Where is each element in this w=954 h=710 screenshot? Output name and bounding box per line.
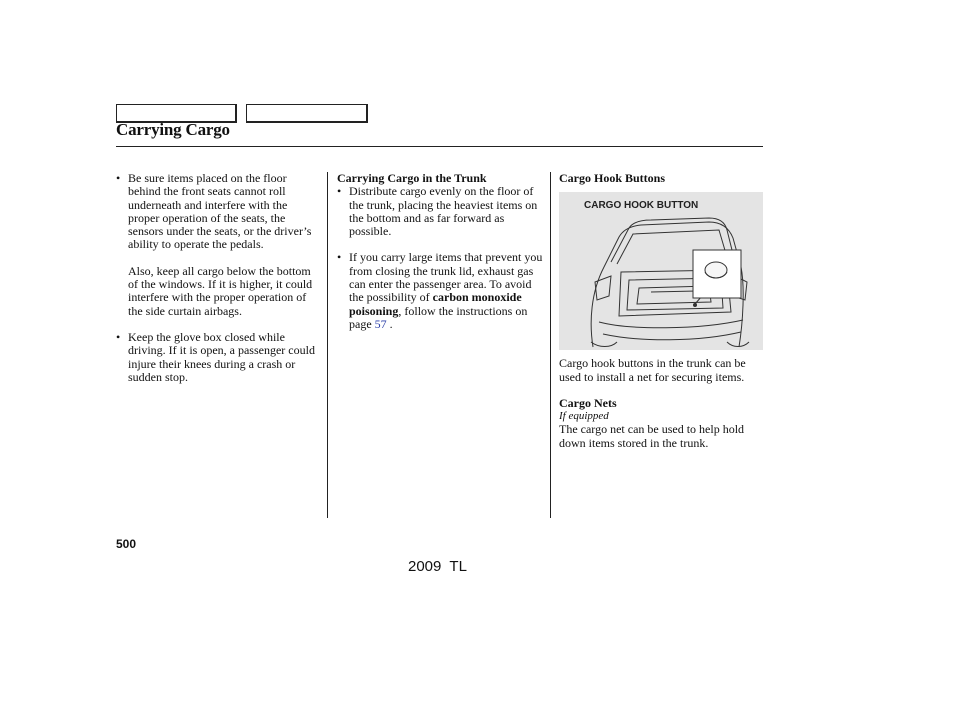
bullet-icon: • <box>337 250 342 265</box>
equipment-note: If equipped <box>559 410 609 423</box>
bullet-text: Keep the glove box closed while driving. If it is open, a passenger could injure their knees during a crash or sudden stop. <box>128 329 315 384</box>
section-heading: Cargo Hook Buttons <box>559 171 666 185</box>
bullet-text: If you carry large items that prevent you from closing the trunk lid, exhaust gas can enter the passenger area. To avoid the possibility of <box>349 250 543 305</box>
list-item <box>337 185 543 238</box>
list-item <box>337 251 543 331</box>
section-heading: Cargo Nets <box>559 395 617 410</box>
paragraph: The cargo net can be used to help hold down items stored in the trunk. <box>559 422 745 450</box>
bullet-icon: • <box>116 329 121 344</box>
column-divider-1 <box>327 172 328 518</box>
bullet-text: , follow the instructions on page <box>349 303 528 331</box>
bullet-icon: • <box>337 184 342 199</box>
bullet-icon: • <box>116 171 121 185</box>
column-2 <box>337 172 543 344</box>
nav-tab-2[interactable] <box>246 104 368 123</box>
page-number: 500 <box>116 537 137 551</box>
trunk-illustration-icon <box>559 192 763 350</box>
page-link[interactable]: 57 <box>374 316 387 331</box>
bold-warning-text: carbon monoxide poisoning <box>349 290 522 318</box>
cargo-hook-figure <box>559 192 763 350</box>
column-1 <box>116 172 318 397</box>
bullet-text: Be sure items placed on the floor behind the front seats cannot roll underneath and interfere with the proper operation of the seats, the sensors under the seats, or the driver’s ability to operate the pedals. <box>128 171 312 252</box>
column-divider-2 <box>550 172 551 518</box>
bullet-text: Distribute cargo evenly on the floor of the trunk, placing the heaviest items on the bottom and as far forward as possible. <box>349 184 538 239</box>
section-heading: Carrying Cargo in the Trunk <box>337 171 487 185</box>
list-item <box>116 331 318 384</box>
paragraph: Also, keep all cargo below the bottom of the windows. If it is higher, it could interfere with the proper operation of the side curtain airbags. <box>128 263 313 318</box>
page-title: Carrying Cargo <box>116 120 230 139</box>
model-footer: 2009 TL <box>408 558 467 575</box>
bullet-text: . <box>386 316 393 331</box>
list-item <box>116 172 318 252</box>
column-3 <box>559 172 763 450</box>
figure-label: CARGO HOOK BUTTON <box>584 200 699 212</box>
title-rule <box>116 146 763 147</box>
paragraph: Cargo hook buttons in the trunk can be used to install a net for securing items. <box>559 356 746 384</box>
